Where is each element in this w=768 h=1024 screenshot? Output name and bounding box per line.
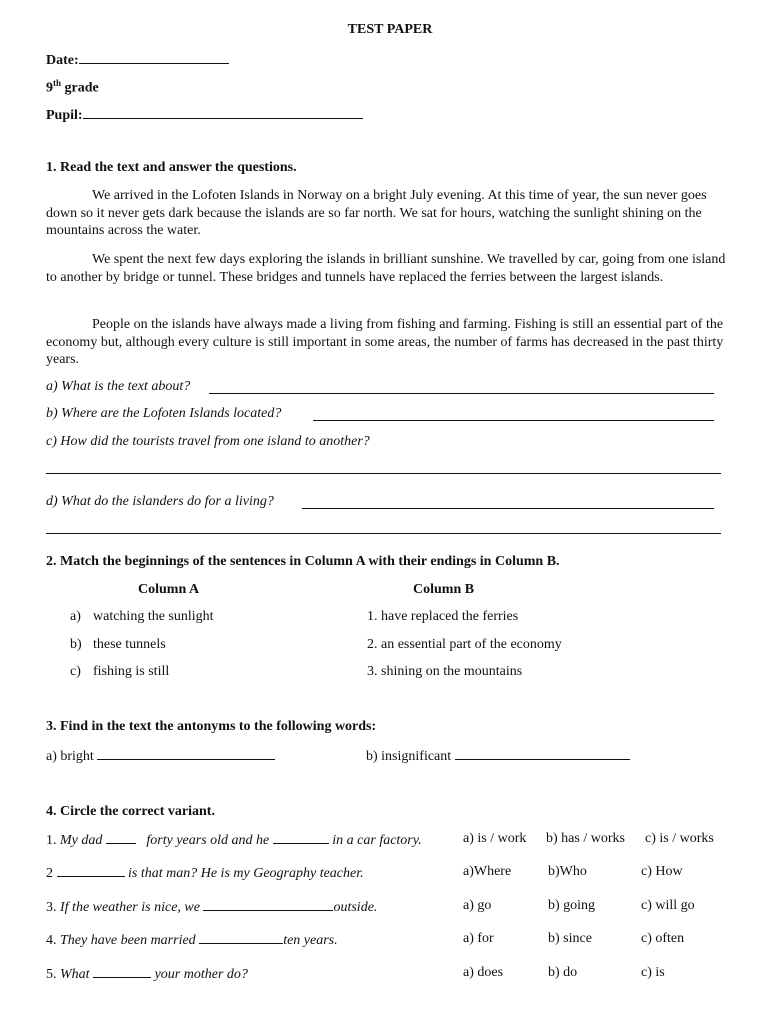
q3-item-a: [46, 747, 275, 765]
col-a-letter: b): [70, 637, 82, 652]
q4-item-4: [46, 931, 338, 949]
q4-item-num: 2: [46, 866, 53, 881]
col-a-item: watching the sunlight: [93, 609, 214, 624]
col-b-item: 3. shining on the mountains: [367, 664, 523, 679]
pupil-label: Pupil:: [46, 108, 83, 123]
pupil-blank[interactable]: [83, 106, 363, 119]
q4-option[interactable]: a) does: [463, 965, 504, 980]
q1-question-a-text: a) What is the text about?: [46, 379, 191, 394]
q3-item-b: [366, 747, 630, 765]
page-title: TEST PAPER: [347, 22, 433, 37]
q4-item-text: What: [60, 967, 90, 982]
q1-heading: 1. Read the text and answer the questions.: [46, 160, 297, 175]
q4-option[interactable]: a) go: [463, 898, 492, 913]
q1-question-b: [46, 406, 281, 422]
q4-item-3: [46, 898, 377, 916]
q4-item-2: [46, 864, 364, 882]
q1-question-b-text: b) Where are the Lofoten Islands located?: [46, 406, 282, 421]
q3-item-a-label: a) bright: [46, 749, 94, 764]
q4-item-text: forty years old and he: [146, 833, 270, 848]
q3-item-b-blank[interactable]: [455, 747, 630, 760]
q4-item-text: your mother do?: [154, 967, 248, 982]
q4-item-blank[interactable]: [106, 831, 136, 844]
q1-paragraph-1: We arrived in the Lofoten Islands in Norway on a bright July evening. At this time of year, the sun never goes down so it never gets dark because the islands are so far north. We sat for hours, watching the sunlight shining on the mountains across the water.: [46, 188, 707, 238]
q4-item-num: 4.: [46, 933, 57, 948]
grade-label: grade: [64, 80, 99, 96]
q1-question-a: [46, 379, 190, 395]
q4-option[interactable]: b) since: [548, 931, 592, 946]
q1-answer-b-line[interactable]: [313, 420, 714, 421]
q3-heading: 3. Find in the text the antonyms to the following words:: [46, 719, 377, 734]
q1-paragraph-3: People on the islands have always made a living from fishing and farming. Fishing is still an essential part of the economy but, although every culture is still important in some areas, the number of farms has decreased in the past thirty years.: [46, 317, 724, 367]
q4-option[interactable]: a) for: [463, 931, 494, 946]
q4-item-text: They have been married: [60, 933, 196, 948]
q4-option[interactable]: c) How: [641, 864, 683, 879]
q4-item-text: ten years.: [283, 933, 338, 948]
date-label: Date:: [46, 53, 79, 68]
date-field: [46, 51, 229, 69]
q4-item-blank[interactable]: [199, 931, 283, 944]
q4-item-text: If the weather is nice, we: [60, 900, 200, 915]
column-b-title: Column B: [413, 582, 475, 597]
q1-question-c: c) How did the tourists travel from one island to another?: [46, 434, 370, 449]
q4-item-blank[interactable]: [57, 864, 125, 877]
grade-suffix: th: [53, 78, 62, 88]
pupil-field: [46, 106, 363, 124]
col-a-item: fishing is still: [93, 664, 170, 679]
q4-option[interactable]: c) is / works: [645, 831, 714, 846]
q4-option[interactable]: c) will go: [641, 898, 695, 913]
q1-question-d: [46, 494, 274, 510]
q4-item-text: My dad: [60, 833, 103, 848]
q1-paragraph-2: We spent the next few days exploring the islands in brilliant sunshine. We travelled by car, going from one island to another by bridge or tunnel. These bridges and tunnels have replaced the ferries between the largest islands.: [46, 252, 726, 285]
q4-item-num: 5.: [46, 967, 57, 982]
q1-answer-d-line-2[interactable]: [46, 533, 721, 534]
q4-item-5: [46, 965, 248, 983]
q4-item-text: in a car factory.: [332, 833, 422, 848]
col-a-letter: a): [70, 609, 81, 624]
q4-item-blank[interactable]: [273, 831, 329, 844]
q4-option[interactable]: a)Where: [463, 864, 512, 879]
q4-option[interactable]: a) is / work: [463, 831, 527, 846]
q1-answer-c-line[interactable]: [46, 473, 721, 474]
q4-item-text: is that man? He is my Geography teacher.: [128, 866, 364, 881]
q4-item-num: 3.: [46, 900, 57, 915]
q4-option[interactable]: b) has / works: [546, 831, 625, 846]
column-a-title: Column A: [138, 582, 200, 597]
col-b-item: 2. an essential part of the economy: [367, 637, 562, 652]
q4-option[interactable]: b)Who: [548, 864, 587, 879]
q4-item-blank[interactable]: [93, 965, 151, 978]
q4-option[interactable]: b) do: [548, 965, 578, 980]
grade-field: [46, 78, 99, 97]
col-b-item: 1. have replaced the ferries: [367, 609, 519, 624]
q4-heading: 4. Circle the correct variant.: [46, 804, 215, 819]
q1-answer-a-line[interactable]: [209, 393, 714, 394]
q3-item-a-blank[interactable]: [97, 747, 275, 760]
q4-item-text: outside.: [333, 900, 378, 915]
q3-item-b-label: b) insignificant: [366, 749, 452, 764]
q4-item-blank[interactable]: [203, 898, 333, 911]
q4-item-1: [46, 831, 422, 849]
q1-question-d-text: d) What do the islanders do for a living?: [46, 494, 274, 509]
q4-option[interactable]: c) often: [641, 931, 685, 946]
q4-option[interactable]: c) is: [641, 965, 665, 980]
q2-heading: 2. Match the beginnings of the sentences in Column A with their endings in Column B.: [46, 554, 560, 569]
col-a-letter: c): [70, 664, 81, 679]
q4-option[interactable]: b) going: [548, 898, 596, 913]
q1-answer-d-line-1[interactable]: [302, 508, 714, 509]
q4-item-num: 1.: [46, 833, 57, 848]
grade-number: 9: [46, 80, 53, 96]
col-a-item: these tunnels: [93, 637, 166, 652]
date-blank[interactable]: [79, 51, 229, 64]
